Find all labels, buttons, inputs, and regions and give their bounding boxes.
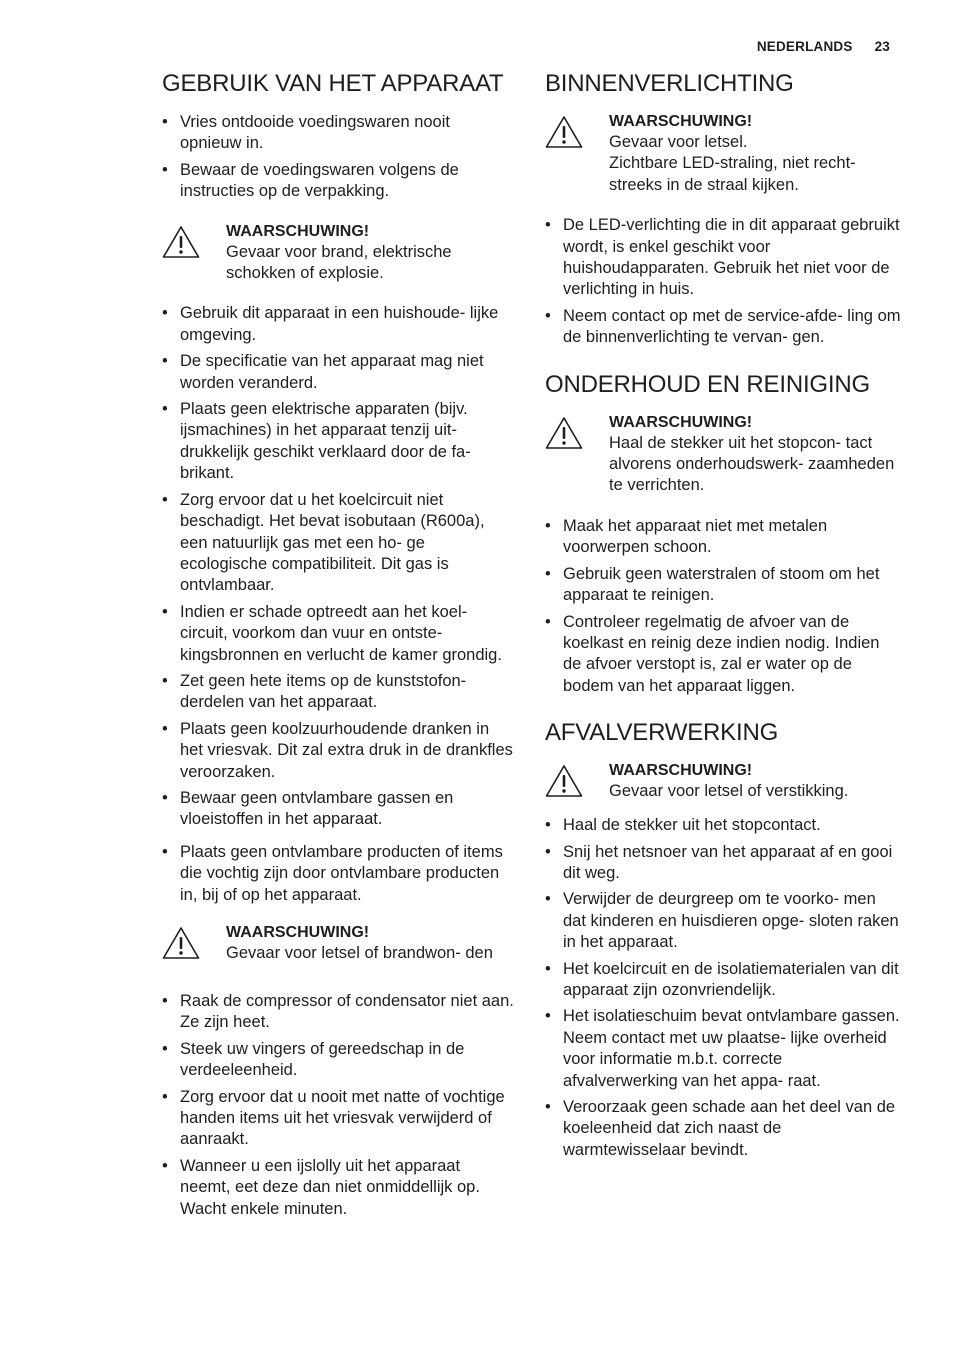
warning-text: Haal de stekker uit het stopcon- tact alvorens onderhoudswerk- zaamheden te verrichten. — [609, 433, 895, 495]
warning-text: Gevaar voor brand, elektrische schokken of explosie. — [226, 242, 452, 283]
warning-block-fire — [162, 221, 514, 285]
list-item: • Raak de compressor of condensator niet aan. Ze zijn heet. — [162, 991, 514, 1034]
list-item: • Gebruik geen waterstralen of stoom om het apparaat te reinigen. — [545, 564, 901, 607]
page-header — [757, 39, 890, 54]
list-item: • Bewaar de voedingswaren volgens de instructies op de verpakking. — [162, 160, 514, 203]
warning-text: Gevaar voor letsel of verstikking. — [609, 782, 849, 801]
warning-title: WAARSCHUWING! — [226, 222, 370, 240]
warning-title: WAARSCHUWING! — [609, 413, 753, 431]
warning-title: WAARSCHUWING! — [609, 113, 753, 130]
warning-text-extra: Zichtbare LED-straling, niet recht- streeks in de straal kijken. — [609, 154, 856, 194]
list-item: • Zorg ervoor dat u het koelcircuit niet beschadigt. Het bevat isobutaan (R600a), een natuurlijk gas met een ho- ge ecologische compatibiliteit. Dit gas is ontvlambaar. — [162, 490, 514, 597]
warning-block-burn — [162, 922, 514, 972]
list-item: • Neem contact op met de service-afde- ling om de binnenverlichting te vervan- gen. — [545, 306, 901, 349]
gebruik-list-1 — [162, 112, 514, 203]
warning-title: WAARSCHUWING! — [609, 762, 753, 780]
gebruik-list-2 — [162, 303, 514, 830]
list-item: • Vries ontdooide voedingswaren nooit opnieuw in. — [162, 112, 514, 155]
list-item: • Plaats geen koolzuurhoudende dranken in het vriesvak. Dit zal extra druk in de drankfles veroorzaken. — [162, 719, 514, 783]
list-item: • Indien er schade optreedt aan het koel- circuit, voorkom dan vuur en ontste- kingsbronnen en verlucht de kamer grondig. — [162, 602, 514, 666]
list-item: • De specificatie van het apparaat mag niet worden veranderd. — [162, 351, 514, 394]
list-item: • Controleer regelmatig de afvoer van de koelkast en reinig deze indien nodig. Indien de afvoer verstopt is, zal er water op de bodem van het apparaat liggen. — [545, 612, 901, 698]
list-item: • Plaats geen ontvlambare producten of items die vochtig zijn door ontvlambare producten in, bij of op het apparaat. — [162, 842, 514, 906]
header-language: NEDERLANDS — [756, 39, 853, 54]
warning-block-led — [545, 111, 901, 196]
list-item: • Zorg ervoor dat u nooit met natte of vochtige handen items uit het vriesvak verwijderd of aanraakt. — [162, 1087, 514, 1151]
afval-list — [545, 815, 901, 1161]
onderhoud-list — [545, 516, 901, 697]
list-item: • Snij het netsnoer van het apparaat af en gooi dit weg. — [545, 842, 901, 885]
list-item: • Steek uw vingers of gereedschap in de verdeeleenheid. — [162, 1039, 514, 1082]
page-number: 23 — [874, 39, 890, 54]
warning-block-unplug — [545, 412, 901, 497]
left-column — [162, 68, 514, 1225]
warning-triangle-icon — [162, 225, 200, 259]
list-item: • Wanneer u een ijslolly uit het apparaat neemt, eet deze dan niet onmiddellijk op. Wacht enkele minuten. — [162, 1156, 514, 1220]
list-item: • Bewaar geen ontvlambare gassen en vloeistoffen in het apparaat. — [162, 788, 514, 831]
list-item: • Gebruik dit apparaat in een huishoude- lijke omgeving. — [162, 303, 514, 346]
list-item: • Het isolatieschuim bevat ontvlambare gassen. Neem contact met uw plaatse- lijke overheid voor informatie m.b.t. correcte afvalverwerking van het appa- raat. — [545, 1006, 901, 1092]
right-column — [545, 68, 901, 1166]
warning-text: Gevaar voor letsel of brandwon- den — [226, 944, 493, 962]
list-item: • De LED-verlichting die in dit apparaat gebruikt wordt, is enkel geschikt voor huishoudapparaten. Gebruik het niet voor de verlichting in huis. — [545, 215, 901, 301]
gebruik-list-3 — [162, 842, 514, 906]
binnen-list — [545, 215, 901, 348]
section-title-afvalverwerking: AFVALVERWERKING — [545, 719, 779, 747]
warning-text: Gevaar voor letsel. — [609, 133, 748, 151]
section-title-binnenverlichting: BINNENVERLICHTING — [545, 70, 794, 97]
list-item: • Verwijder de deurgreep om te voorko- men dat kinderen en huisdieren opge- sloten raken in het apparaat. — [545, 889, 901, 953]
warning-triangle-icon — [545, 416, 583, 450]
list-item: • Haal de stekker uit het stopcontact. — [545, 815, 901, 836]
list-item: • Het koelcircuit en de isolatiematerialen van dit apparaat zijn ozonvriendelijk. — [545, 959, 901, 1002]
list-item: • Maak het apparaat niet met metalen voorwerpen schoon. — [545, 516, 901, 559]
list-item: • Plaats geen elektrische apparaten (bijv. ijsmachines) in het apparaat tenzij uit- drukkelijk geschikt verklaard door de fa- brikant. — [162, 399, 514, 485]
list-item: • Veroorzaak geen schade aan het deel van de koeleenheid dat zich naast de warmtewisselaar bevindt. — [545, 1097, 901, 1161]
warning-triangle-icon — [545, 115, 583, 149]
section-title-onderhoud: ONDERHOUD EN REINIGING — [545, 370, 870, 398]
warning-title: WAARSCHUWING! — [226, 924, 370, 941]
warning-block-suffocation — [545, 760, 901, 810]
warning-triangle-icon — [545, 764, 583, 798]
gebruik-list-4 — [162, 991, 514, 1220]
section-title-gebruik: GEBRUIK VAN HET APPARAAT — [162, 70, 504, 97]
list-item: • Zet geen hete items op de kunststofon- derdelen van het apparaat. — [162, 671, 514, 714]
warning-triangle-icon — [162, 926, 200, 960]
